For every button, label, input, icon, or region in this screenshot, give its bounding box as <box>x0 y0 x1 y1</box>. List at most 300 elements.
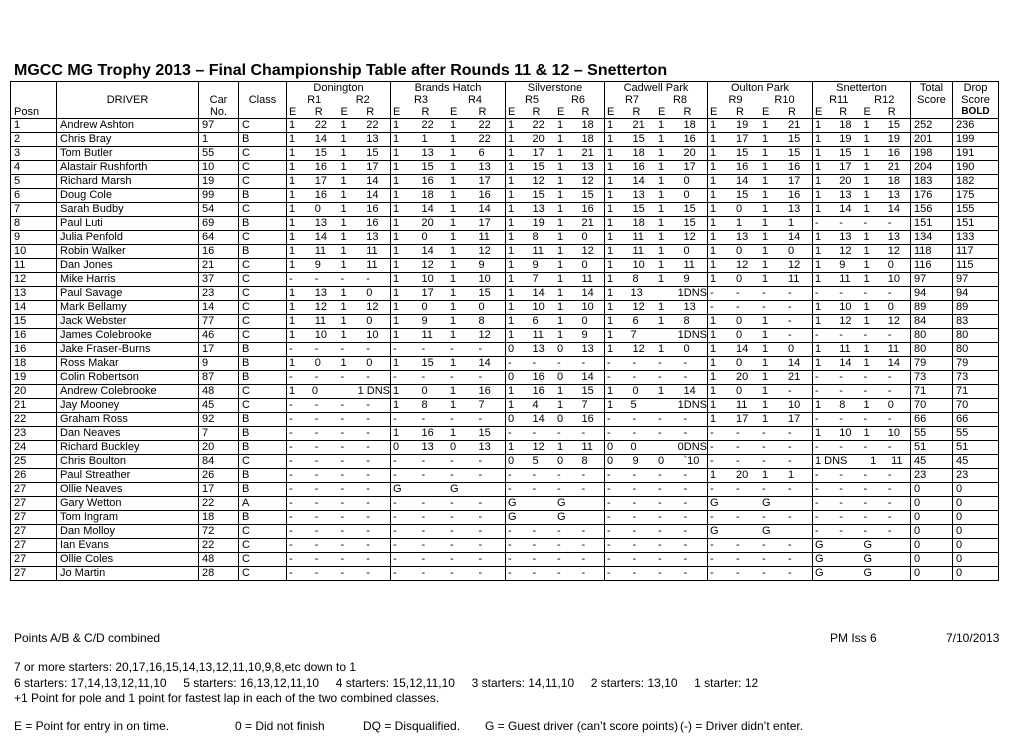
result-value: 1 <box>450 329 457 341</box>
class-cell: C <box>239 385 287 399</box>
result-value: 0 <box>630 441 637 453</box>
result-value: - <box>289 483 293 495</box>
venue-result-cell <box>708 567 813 581</box>
result-value <box>786 497 812 510</box>
table-row <box>11 469 999 483</box>
venue-result-cell <box>813 231 911 245</box>
result-value: - <box>340 539 345 551</box>
drop-score-cell: 155 <box>953 203 999 217</box>
car-number-cell: 84 <box>199 455 239 469</box>
result-value: - <box>450 371 454 383</box>
result-value: 1 <box>710 469 717 481</box>
venue-result-cell <box>813 357 911 371</box>
result-value: - <box>366 553 370 565</box>
result-value: 0 <box>736 203 743 215</box>
venue-result-cell <box>506 161 605 175</box>
result-value: 9 <box>478 259 485 271</box>
car-number-cell: 77 <box>199 315 239 329</box>
venue-result-cell <box>391 245 506 259</box>
result-value: 1 <box>762 329 769 341</box>
result-value: - <box>683 567 688 579</box>
result-value: - <box>736 455 740 467</box>
driver-cell: Tom Ingram <box>57 511 199 525</box>
driver-cell: Richard Marsh <box>57 175 199 189</box>
result-value <box>652 287 676 300</box>
result-value: 15 <box>839 147 852 159</box>
venue-result-cell <box>708 553 813 567</box>
result-value: 13 <box>421 441 434 453</box>
car-number-cell: 87 <box>199 371 239 385</box>
result-value: 1 <box>508 119 515 131</box>
result-value: 1 <box>863 245 870 257</box>
result-value: 17 <box>736 133 749 145</box>
venue-result-cell <box>287 301 391 315</box>
result-value: - <box>314 427 319 439</box>
total-score-cell: 55 <box>911 427 953 441</box>
result-value: - <box>658 525 662 537</box>
result-value <box>886 567 910 580</box>
venue-result-cell <box>708 259 813 273</box>
result-value: 1 <box>393 147 400 159</box>
result-value: 1 <box>450 315 457 327</box>
result-value: 1 <box>450 245 457 257</box>
result-value: 1 <box>450 203 457 215</box>
car-number-cell: 28 <box>199 567 239 581</box>
result-value: - <box>478 371 483 383</box>
result-value: 14 <box>887 357 900 369</box>
driver-cell: Mike Harris <box>57 273 199 287</box>
result-value: 1 <box>788 469 795 481</box>
er-header <box>391 106 506 119</box>
venue-result-cell <box>287 399 391 413</box>
round-header: R3 R4 <box>391 94 506 106</box>
result-value: - <box>863 525 868 537</box>
result-value: 1 <box>393 133 400 145</box>
result-value: - <box>314 553 319 565</box>
result-value: 21 <box>887 161 900 173</box>
drop-score-cell: 97 <box>953 273 999 287</box>
venue-result-cell <box>605 273 708 287</box>
result-value: - <box>450 497 454 509</box>
venue-result-cell <box>391 259 506 273</box>
result-value: - <box>710 301 714 313</box>
result-value: 16 <box>632 161 645 173</box>
result-value: - <box>607 525 611 537</box>
result-value: 14 <box>839 203 852 215</box>
venue-result-cell <box>391 427 506 441</box>
result-value: 1 <box>289 245 296 257</box>
venue-result-cell <box>813 469 911 483</box>
result-value: - <box>788 553 792 565</box>
result-value: 14 <box>366 189 379 201</box>
result-value: 1 <box>710 217 717 229</box>
venue-result-cell <box>391 497 506 511</box>
position-cell: 27 <box>11 539 57 553</box>
result-value: - <box>340 497 345 509</box>
result-value: 1 <box>508 217 515 229</box>
result-value: - <box>366 343 370 355</box>
venue-result-cell <box>813 189 911 203</box>
table-row <box>11 567 999 581</box>
car-number-cell: 17 <box>199 343 239 357</box>
result-value: 1 <box>557 217 564 229</box>
venue-result-cell <box>813 525 911 539</box>
result-value: - <box>788 329 792 341</box>
result-value: 15 <box>421 161 434 173</box>
result-value: 0 <box>366 315 373 327</box>
venue-result-cell <box>287 259 391 273</box>
result-value: 14 <box>421 203 434 215</box>
venue-result-cell <box>813 511 911 525</box>
result-value: - <box>710 511 714 523</box>
total-score-cell: 0 <box>911 511 953 525</box>
result-value: 1 <box>289 175 296 187</box>
result-value: 1 <box>863 147 870 159</box>
result-value: - <box>340 343 345 355</box>
result-value: - <box>658 413 662 425</box>
venue-result-cell <box>605 231 708 245</box>
result-value: 0 <box>366 287 373 299</box>
result-value: 1 <box>289 315 296 327</box>
result-value: - <box>887 287 892 299</box>
result-value: 11 <box>532 245 544 257</box>
drop-score-cell: 89 <box>953 301 999 315</box>
result-value: 7 <box>581 399 588 411</box>
drop-score-cell: 55 <box>953 427 999 441</box>
drop-score-cell: 70 <box>953 399 999 413</box>
venue-result-cell <box>391 315 506 329</box>
result-value: - <box>788 441 792 453</box>
result-value: 0 <box>736 273 743 285</box>
car-number-cell: 92 <box>199 413 239 427</box>
position-cell: 26 <box>11 469 57 483</box>
venue-result-cell <box>391 413 506 427</box>
result-value: - <box>289 497 293 509</box>
result-value: 1 <box>508 231 515 243</box>
result-value: - <box>508 469 512 481</box>
result-value: - <box>314 343 319 355</box>
result-value: 1 <box>340 119 347 131</box>
result-value: 1 <box>863 273 870 285</box>
result-value: - <box>762 483 766 495</box>
scoring-line-1: 7 or more starters: 20,17,16,15,14,13,12,11,10,9,8,etc down to 1 <box>14 660 356 674</box>
class-cell: C <box>239 315 287 329</box>
result-value: 1 <box>815 259 822 271</box>
venue-result-cell <box>506 343 605 357</box>
venue-result-cell <box>605 483 708 497</box>
venue-result-cell <box>813 287 911 301</box>
result-value: 7 <box>478 399 485 411</box>
result-value: 1 <box>658 189 665 201</box>
result-value: - <box>710 287 714 299</box>
result-value: - <box>788 385 792 397</box>
result-value: - <box>683 483 688 495</box>
result-value: 1 <box>607 133 614 145</box>
result-value: 15 <box>366 147 379 159</box>
venue-result-cell <box>506 469 605 483</box>
result-value: 15 <box>478 287 491 299</box>
result-value: 13 <box>581 343 594 355</box>
result-value: - <box>815 413 819 425</box>
class-cell: C <box>239 329 287 343</box>
result-value: 1 <box>658 259 665 271</box>
result-value: - <box>815 469 819 481</box>
result-value: 1 <box>557 399 564 411</box>
result-value: 1 <box>658 133 665 145</box>
result-value: 1 <box>289 217 296 229</box>
er-header <box>708 106 813 119</box>
result-value: 20 <box>839 175 852 187</box>
result-value: 1 <box>450 133 457 145</box>
er-label: R <box>581 106 590 118</box>
result-value <box>333 385 356 398</box>
result-value: 1 <box>607 343 614 355</box>
drop-bold-header: BOLD <box>953 106 999 119</box>
result-value: - <box>815 217 819 229</box>
venue-result-cell <box>391 329 506 343</box>
result-value: 1 <box>815 357 822 369</box>
venue-result-cell <box>708 413 813 427</box>
result-value: - <box>887 371 892 383</box>
result-value: 15 <box>421 357 434 369</box>
result-value: - <box>710 553 714 565</box>
position-cell: 3 <box>11 147 57 161</box>
venue-result-cell <box>708 119 813 133</box>
position-cell: 27 <box>11 553 57 567</box>
result-value: - <box>289 553 293 565</box>
result-value: - <box>581 483 586 495</box>
result-value: - <box>450 511 454 523</box>
result-value: 1 <box>863 119 870 131</box>
result-value: - <box>863 371 868 383</box>
result-value: - <box>863 469 868 481</box>
venue-result-cell <box>391 483 506 497</box>
result-value: 1 <box>762 259 769 271</box>
er-label: R <box>887 106 896 118</box>
result-value: 14 <box>478 357 491 369</box>
result-value: - <box>393 413 397 425</box>
result-value: 8 <box>683 315 690 327</box>
result-value: 16 <box>581 413 594 425</box>
result-value: 1 <box>762 217 769 229</box>
venue-result-cell <box>708 231 813 245</box>
result-value: 1 <box>607 175 614 187</box>
result-value: 1 <box>863 259 870 271</box>
result-value: 13 <box>478 441 491 453</box>
result-value: 15 <box>788 147 801 159</box>
result-value: - <box>508 357 512 369</box>
result-value: - <box>557 483 561 495</box>
venue-result-cell <box>506 175 605 189</box>
result-value: - <box>658 539 662 551</box>
venue-result-cell <box>813 203 911 217</box>
result-value: 11 <box>581 441 593 453</box>
venue-result-cell <box>813 497 911 511</box>
result-value: 12 <box>736 259 749 271</box>
venue-result-cell <box>506 133 605 147</box>
venue-result-cell <box>813 133 911 147</box>
result-value: 12 <box>532 175 545 187</box>
result-value: 1 <box>450 189 457 201</box>
result-value: 12 <box>478 329 491 341</box>
result-value: - <box>557 553 561 565</box>
venue-result-cell <box>813 119 911 133</box>
result-value: 12 <box>683 231 696 243</box>
venue-result-cell <box>287 133 391 147</box>
total-score-cell: 204 <box>911 161 953 175</box>
result-value: 17 <box>683 161 696 173</box>
result-value: 1 <box>762 161 769 173</box>
car-number-cell: 22 <box>199 497 239 511</box>
venue-result-cell <box>708 371 813 385</box>
result-value: - <box>366 567 370 579</box>
venue-result-cell <box>605 427 708 441</box>
result-value: 1 <box>710 357 717 369</box>
drop-score-cell: 0 <box>953 497 999 511</box>
result-value: 1 <box>340 147 347 159</box>
venue-result-cell <box>287 203 391 217</box>
result-value: 1 <box>815 245 822 257</box>
result-value: - <box>632 511 637 523</box>
venue-result-cell <box>605 455 708 469</box>
result-value: 1 <box>710 413 717 425</box>
venue-result-cell <box>506 371 605 385</box>
total-score-cell: 116 <box>911 259 953 273</box>
result-value: 1 <box>762 315 769 327</box>
round-header: R9 R10 <box>708 94 813 106</box>
venue-result-cell <box>506 217 605 231</box>
venue-result-cell <box>813 273 911 287</box>
result-value: 11 <box>581 273 593 285</box>
result-value: 12 <box>314 301 327 313</box>
venue-result-cell <box>708 287 813 301</box>
er-label: R <box>314 106 323 118</box>
result-value: 1 <box>762 399 769 411</box>
result-value: 1 <box>557 273 564 285</box>
result-value: 1 <box>340 329 347 341</box>
venue-header: Snetterton <box>813 82 911 95</box>
result-value: - <box>736 539 740 551</box>
class-cell: B <box>239 245 287 259</box>
venue-result-cell <box>287 511 391 525</box>
result-value: 0 <box>508 455 515 467</box>
result-value: - <box>788 427 792 439</box>
result-value: 1 <box>289 329 296 341</box>
result-value: - <box>607 413 611 425</box>
result-value: 12 <box>421 259 434 271</box>
result-value: 16 <box>581 203 594 215</box>
result-value: 14 <box>421 245 434 257</box>
venue-header: Cadwell Park <box>605 82 708 95</box>
result-value: 1 <box>393 357 400 369</box>
result-value: 1 <box>863 175 870 187</box>
round-header: R1 R2 <box>287 94 391 106</box>
drop-score-cell: 0 <box>953 553 999 567</box>
result-value: 1 <box>710 343 717 355</box>
total-score-cell: 0 <box>911 525 953 539</box>
result-value: - <box>289 511 293 523</box>
result-value: 1 <box>607 231 614 243</box>
venue-result-cell <box>287 413 391 427</box>
result-value: 1 <box>557 189 564 201</box>
result-value: - <box>340 511 345 523</box>
drop-score-cell: 151 <box>953 217 999 231</box>
result-value: - <box>340 469 345 481</box>
result-value: 0 <box>683 189 690 201</box>
result-value: 1 <box>508 175 515 187</box>
result-value: 0 <box>581 259 588 271</box>
result-value: 1 <box>863 161 870 173</box>
result-value: 1 <box>508 189 515 201</box>
result-value: - <box>736 427 740 439</box>
result-value: - <box>607 357 611 369</box>
venue-result-cell <box>391 189 506 203</box>
result-value: 1 <box>340 287 347 299</box>
class-cell: C <box>239 567 287 581</box>
venue-result-cell <box>287 385 391 399</box>
result-value: 1 <box>508 385 515 397</box>
table-row <box>11 315 999 329</box>
result-value: - <box>289 399 293 411</box>
result-value: 1 <box>870 455 877 467</box>
result-value: - <box>762 301 766 313</box>
result-value: 14 <box>788 357 801 369</box>
car-number-cell: 37 <box>199 273 239 287</box>
result-value: 1 <box>762 147 769 159</box>
result-value: - <box>788 287 792 299</box>
result-value: - <box>366 469 370 481</box>
class-cell: B <box>239 343 287 357</box>
table-row <box>11 203 999 217</box>
result-value: 0 <box>311 385 318 397</box>
result-value: 1 <box>658 301 665 313</box>
result-value: 1 <box>863 343 870 355</box>
result-value: 14 <box>887 203 900 215</box>
venue-header: Oulton Park <box>708 82 813 95</box>
result-value: 15 <box>632 203 645 215</box>
result-value: 1 <box>289 301 296 313</box>
result-value: - <box>393 343 397 355</box>
result-value: - <box>366 483 370 495</box>
result-value: 1 <box>340 161 347 173</box>
result-value: - <box>788 483 792 495</box>
result-value: 22 <box>314 119 327 131</box>
result-value: 1 <box>289 119 296 131</box>
result-value: `10 <box>683 455 700 467</box>
venue-result-cell <box>605 287 708 301</box>
result-value: 1 <box>863 189 870 201</box>
result-value <box>531 511 556 524</box>
venue-result-cell <box>287 357 391 371</box>
class-cell: C <box>239 553 287 567</box>
result-value: - <box>289 413 293 425</box>
result-value: 9 <box>683 273 690 285</box>
result-value: 1 <box>340 189 347 201</box>
venue-result-cell <box>287 497 391 511</box>
result-value: 1 <box>508 301 515 313</box>
result-value: 1 <box>815 161 822 173</box>
result-value: 1 <box>710 273 717 285</box>
result-value: 12 <box>581 245 594 257</box>
result-value: - <box>815 525 819 537</box>
result-value: 10 <box>887 427 900 439</box>
er-label: R <box>366 106 375 118</box>
position-cell: 4 <box>11 161 57 175</box>
result-value: - <box>289 343 293 355</box>
venue-result-cell <box>506 287 605 301</box>
result-value: 1 <box>289 203 296 215</box>
er-label: E <box>863 106 871 118</box>
